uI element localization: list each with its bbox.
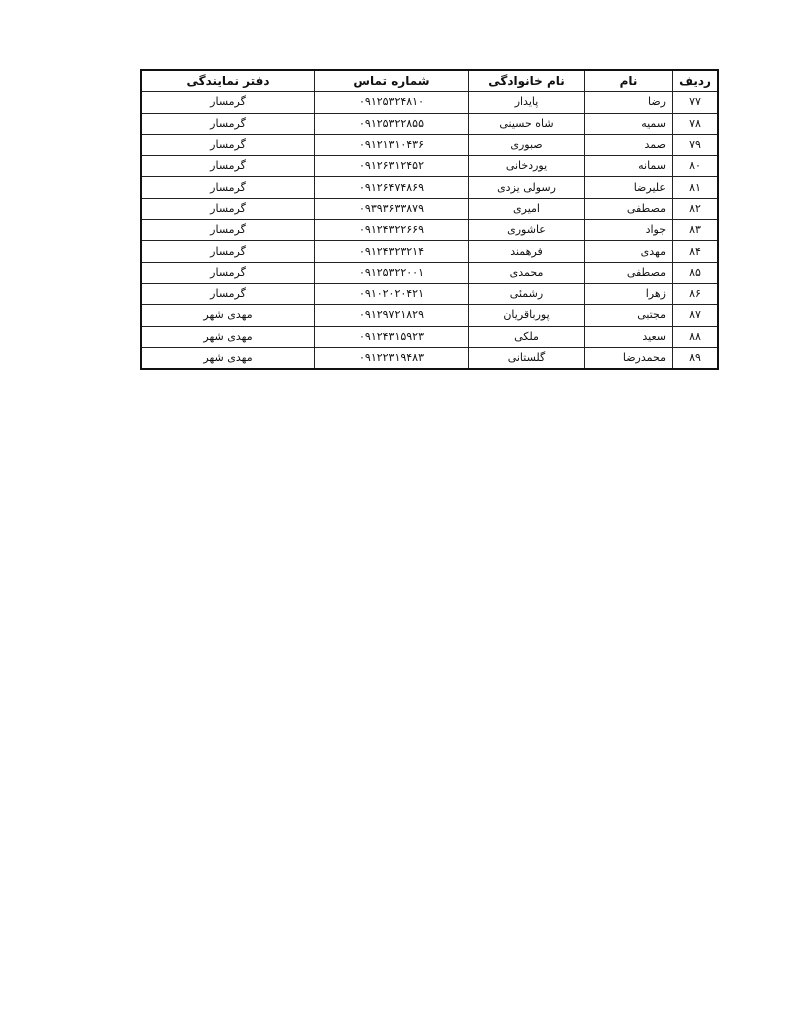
cell-family-name: ملکی bbox=[469, 326, 585, 347]
cell-family-name: یوردخانی bbox=[469, 156, 585, 177]
table-row bbox=[141, 283, 718, 304]
cell-phone: ۰۹۱۲۴۳۲۲۶۶۹ bbox=[315, 220, 469, 241]
table-row bbox=[141, 92, 718, 113]
cell-family-name: پایدار bbox=[469, 92, 585, 113]
header-row-number: ردیف bbox=[673, 70, 719, 92]
cell-phone: ۰۹۱۲۵۳۲۲۸۵۵ bbox=[315, 113, 469, 134]
cell-phone: ۰۹۱۲۴۳۲۳۲۱۴ bbox=[315, 241, 469, 262]
cell-row-number: ۸۵ bbox=[673, 262, 719, 283]
cell-phone: ۰۹۱۲۲۳۱۹۴۸۳ bbox=[315, 347, 469, 369]
cell-family-name: امیری bbox=[469, 198, 585, 219]
cell-phone: ۰۹۱۰۲۰۲۰۴۲۱ bbox=[315, 283, 469, 304]
cell-row-number: ۸۱ bbox=[673, 177, 719, 198]
cell-family-name: گلستانی bbox=[469, 347, 585, 369]
cell-phone: ۰۹۱۲۹۷۲۱۸۲۹ bbox=[315, 305, 469, 326]
cell-family-name: پورباقریان bbox=[469, 305, 585, 326]
header-family-name: نام خانوادگی bbox=[469, 70, 585, 92]
table-header bbox=[141, 70, 718, 92]
cell-phone: ۰۹۱۲۵۳۲۴۸۱۰ bbox=[315, 92, 469, 113]
cell-name: صمد bbox=[585, 134, 673, 155]
cell-row-number: ۸۴ bbox=[673, 241, 719, 262]
cell-office: گرمسار bbox=[141, 198, 315, 219]
cell-phone: ۰۹۱۲۱۳۱۰۴۳۶ bbox=[315, 134, 469, 155]
cell-office: گرمسار bbox=[141, 113, 315, 134]
cell-phone: ۰۹۱۲۶۴۷۴۸۶۹ bbox=[315, 177, 469, 198]
cell-name: مجتبی bbox=[585, 305, 673, 326]
cell-office: گرمسار bbox=[141, 134, 315, 155]
cell-family-name: شاه حسینی bbox=[469, 113, 585, 134]
table-row bbox=[141, 347, 718, 369]
cell-name: علیرضا bbox=[585, 177, 673, 198]
table-row bbox=[141, 113, 718, 134]
cell-name: رضا bbox=[585, 92, 673, 113]
cell-office: گرمسار bbox=[141, 283, 315, 304]
table-row bbox=[141, 134, 718, 155]
cell-name: مصطفی bbox=[585, 262, 673, 283]
table-row bbox=[141, 156, 718, 177]
cell-office: گرمسار bbox=[141, 92, 315, 113]
header-name: نام bbox=[585, 70, 673, 92]
cell-family-name: رسولی یزدی bbox=[469, 177, 585, 198]
cell-office: مهدی شهر bbox=[141, 326, 315, 347]
cell-office: گرمسار bbox=[141, 177, 315, 198]
cell-name: مهدی bbox=[585, 241, 673, 262]
cell-name: سمیه bbox=[585, 113, 673, 134]
cell-family-name: فرهمند bbox=[469, 241, 585, 262]
cell-name: جواد bbox=[585, 220, 673, 241]
table-row bbox=[141, 262, 718, 283]
cell-phone: ۰۹۳۹۳۶۳۳۸۷۹ bbox=[315, 198, 469, 219]
table-body bbox=[141, 92, 718, 369]
cell-office: گرمسار bbox=[141, 241, 315, 262]
cell-family-name: عاشوری bbox=[469, 220, 585, 241]
cell-phone: ۰۹۱۲۶۳۱۲۴۵۲ bbox=[315, 156, 469, 177]
cell-office: گرمسار bbox=[141, 156, 315, 177]
cell-phone: ۰۹۱۲۵۳۲۲۰۰۱ bbox=[315, 262, 469, 283]
table-row bbox=[141, 241, 718, 262]
cell-family-name: صبوری bbox=[469, 134, 585, 155]
cell-office: گرمسار bbox=[141, 262, 315, 283]
cell-row-number: ۷۹ bbox=[673, 134, 719, 155]
header-office: دفتر نمایندگی bbox=[141, 70, 315, 92]
cell-row-number: ۸۶ bbox=[673, 283, 719, 304]
table-row bbox=[141, 177, 718, 198]
cell-row-number: ۸۰ bbox=[673, 156, 719, 177]
cell-row-number: ۸۸ bbox=[673, 326, 719, 347]
table-row bbox=[141, 220, 718, 241]
cell-name: زهرا bbox=[585, 283, 673, 304]
cell-phone: ۰۹۱۲۴۳۱۵۹۲۳ bbox=[315, 326, 469, 347]
cell-name: سعید bbox=[585, 326, 673, 347]
contact-table bbox=[140, 69, 719, 370]
cell-row-number: ۸۷ bbox=[673, 305, 719, 326]
cell-row-number: ۸۲ bbox=[673, 198, 719, 219]
cell-row-number: ۸۹ bbox=[673, 347, 719, 369]
table-row bbox=[141, 326, 718, 347]
cell-office: مهدی شهر bbox=[141, 347, 315, 369]
cell-office: مهدی شهر bbox=[141, 305, 315, 326]
header-row bbox=[141, 70, 718, 92]
cell-family-name: محمدی bbox=[469, 262, 585, 283]
cell-row-number: ۷۸ bbox=[673, 113, 719, 134]
cell-name: محمدرضا bbox=[585, 347, 673, 369]
cell-office: گرمسار bbox=[141, 220, 315, 241]
table-row bbox=[141, 305, 718, 326]
cell-row-number: ۸۳ bbox=[673, 220, 719, 241]
cell-name: مصطفی bbox=[585, 198, 673, 219]
header-phone: شماره تماس bbox=[315, 70, 469, 92]
cell-row-number: ۷۷ bbox=[673, 92, 719, 113]
cell-family-name: رشمئی bbox=[469, 283, 585, 304]
cell-name: سمانه bbox=[585, 156, 673, 177]
table-row bbox=[141, 198, 718, 219]
